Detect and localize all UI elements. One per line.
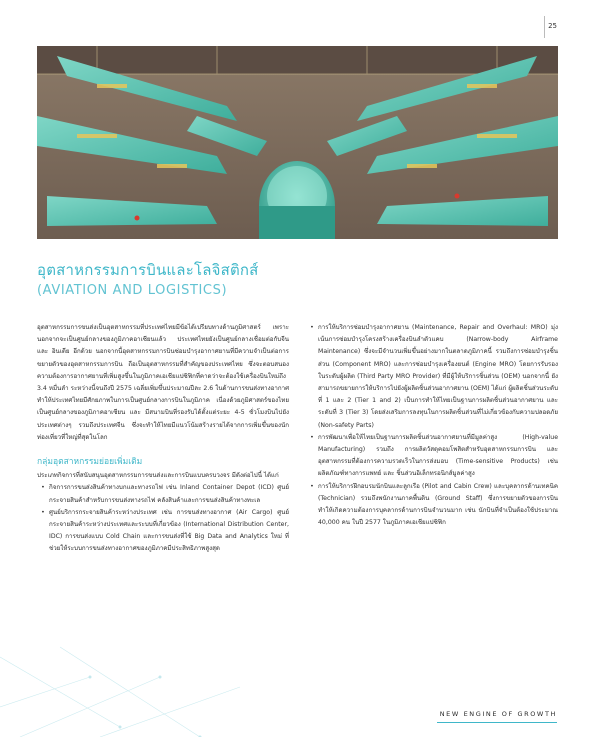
list-item bbox=[306, 481, 558, 530]
bullet-text: กิจการการขนส่งสินค้าทางบกและทางรถไฟ เช่น Inland Container Depot (ICD) ศูนย์กระจายสินค้าสำหรับการขนส่งทางรถไฟ คลังสินค้าและการขนส่งสินค้าทางทะเล bbox=[49, 484, 289, 504]
footer-tagline: NEW ENGINE OF GROWTH bbox=[439, 710, 557, 718]
list-item bbox=[306, 432, 558, 481]
bullet-text: การพัฒนาเพื่อให้ไทยเป็นฐานการผลิตชิ้นส่วนอากาศยานที่มีมูลค่าสูง (High-value Manufacturing) รวมถึง การผลิตวัสดุคอมโพสิตสำหรับอุตสาหกรรมการบิน และ อุตสาหกรรมที่ต้องการความรวดเร็วในการส่งมอบ (Time-sensitive Products) เช่น ผลิตภัณฑ์ทางการแพทย์ และ ชิ้นส่วนอิเล็กทรอนิกส์มูลค่าสูง bbox=[318, 433, 558, 478]
bullet-icon: • bbox=[310, 482, 314, 490]
right-column bbox=[306, 322, 558, 529]
list-item bbox=[37, 507, 289, 556]
bullet-text: ศูนย์บริการกระจายสินค้าระหว่างประเทศ เช่น การขนส่งทางอากาศ (Air Cargo) ศูนย์กระจายสินค้าระหว่างประเทศและระบบที่เกี่ยวข้อง (International Distribution Center, IDC) การขนส่งแบบ Cold Chain และการขนส่งที่ใช้ Big Data and Analytics ใหม่ ที่ช่วยให้ระบบการขนส่งทางอากาศของภูมิภาคมีประสิทธิภาพสูงสุด bbox=[49, 508, 289, 553]
intro-paragraph: อุตสาหกรรมการขนส่งเป็นอุตสาหกรรมที่ประเทศไทยมีข้อได้เปรียบทางด้านภูมิศาสตร์ เพราะนอกจากจะเป็นศูนย์กลางของภูมิภาคอาเซียนแล้ว ประเทศไทยยังเป็นศูนย์กลางเชื่อมต่อกับจีน และ อินเดีย อีกด้วย นอกจากนี้อุตสาหกรรมการบินซ่อมบำรุงอากาศยานที่มีความจำเป็นต่อการขยายตัวของอุตสาหกรรมการบิน ถือเป็นอุตสาหกรรมที่สำคัญของประเทศไทย ซึ่งจะตอบสนองความต้องการอากาศยานที่เพิ่มสูงขึ้นในภูมิภาคเอเชียแปซิฟิกที่คาดว่าจะต้องใช้เครื่องบินใหม่ถึง 3.4 หมื่นลำ ระหว่างนี้จนถึงปี 2575 เฉลี่ยเพิ่มขึ้นประมาณปีละ 2.6 ในด้านการขนส่งทางอากาศ ทำให้ประเทศไทยมีศักยภาพในการเป็นศูนย์กลางการบินในภูมิภาค เนื่องด้วยภูมิศาสตร์ของไทยเป็นศูนย์กลางของภูมิภาคอาเซียน และ มีสนามบินที่รองรับได้ตั้งแต่ระยะ 4-5 ชั่วโมงบินไปยังประเทศต่างๆ รวมถึงประเทศจีน ซึ่งจะทำให้ไทยมีแนวโน้มสร้างรายได้จากการเพิ่มขึ้นของนักท่องเที่ยวที่ใหญ่ที่สุดในโลก bbox=[37, 324, 289, 441]
decorative-network-pattern bbox=[0, 617, 595, 737]
sub-intro-paragraph: ประเภทกิจการที่สนับสนุนอุตสาหกรรมการขนส่งและการบินแบบครบวงจร มีดังต่อไปนี้ ได้แก่ bbox=[37, 472, 279, 480]
aircraft-assembly-photo bbox=[37, 46, 558, 239]
bullet-icon: • bbox=[310, 324, 314, 331]
bullet-text: การให้บริการฝึกอบรมนักบินและลูกเรือ (Pilot and Cabin Crew) และบุคลากรด้านเทคนิค (Technician) รวมถึงพนักงานภาคพื้นดิน (Ground Staff) ซึ่งการขยายตัวของการบินทำให้เกิดความต้องการบุคลากรด้านการบินจำนวนมาก เช่น นักบินที่จำเป็นต้องใช้ประมาณ 40,000 คน ในปี 2577 ในภูมิภาคเอเชียแปซิฟิก bbox=[318, 482, 558, 527]
hero-image-aircraft-assembly bbox=[37, 46, 558, 239]
section-title-english: (AVIATION AND LOGISTICS) bbox=[37, 283, 228, 298]
bullet-icon: • bbox=[41, 484, 45, 492]
footer-divider bbox=[437, 722, 557, 723]
list-item bbox=[306, 322, 558, 432]
left-column bbox=[37, 322, 289, 556]
bullet-icon: • bbox=[310, 433, 314, 441]
sub-heading: กลุ่มอุตสาหกรรมย่อยเพิ่มเติม bbox=[37, 457, 143, 468]
list-item bbox=[37, 482, 289, 506]
bullet-icon: • bbox=[41, 508, 45, 516]
header-divider bbox=[544, 16, 545, 38]
page-number: 25 bbox=[548, 22, 557, 30]
section-title-thai: อุตสาหกรรมการบินและโลจิสติกส์ bbox=[37, 261, 259, 279]
bullet-text: การให้บริการซ่อมบำรุงอากาศยาน (Maintenance, Repair and Overhaul: MRO) มุ่งเน้นการซ่อมบำรุงโครงสร้างเครื่องบินลำตัวแคบ (Narrow-body Airframe Maintenance) ซึ่งจะมีจำนวนเพิ่มขึ้นอย่างมากในตลาดภูมิภาคนี้ รวมถึงการซ่อมบำรุงชิ้นส่วน (Component MRO) และการซ่อมบำรุงเครื่องยนต์ (Engine MRO) โดยการรับรองในระดับผู้ผลิต (Third Party MRO Provider) ที่มีผู้ให้บริการชิ้นส่วน (OEM) นอกจากนี้ ยังสามารถขยายการให้บริการไปยังผู้ผลิตชิ้นส่วนอากาศยาน (OEM) ได้แก่ ผู้ผลิตชิ้นส่วนระดับที่ 1 และ 2 (Tier 1 and 2) เป็นการทำให้ไทยเป็นฐานการผลิตชิ้นส่วนอากาศยาน และ ระดับที่ 3 (Tier 3) โดยส่งเสริมการลงทุนในการผลิตชิ้นส่วนที่ไม่เกี่ยวข้องกับความปลอดภัย (Non-safety Parts) bbox=[318, 324, 558, 429]
